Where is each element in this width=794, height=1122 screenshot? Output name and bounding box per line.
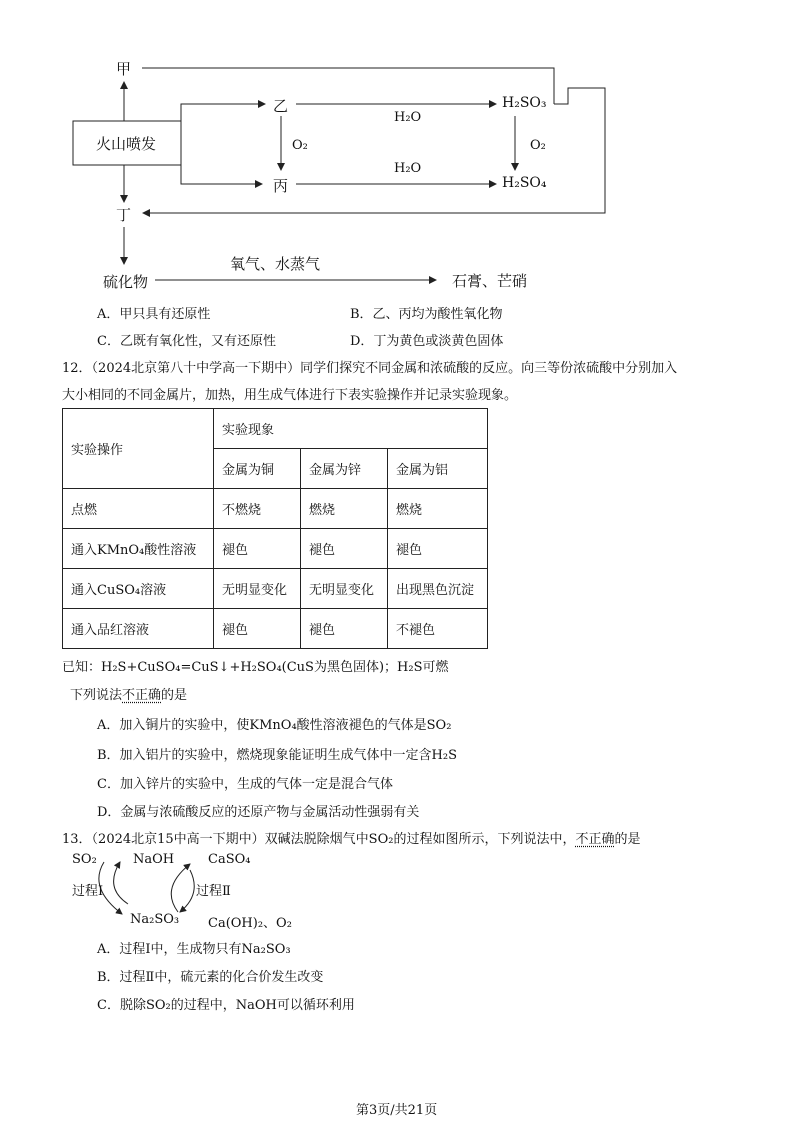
header-phenomenon: 实验现象 (214, 409, 488, 449)
q13-option-a: A．过程Ⅰ中，生成物只有Na₂SO₃ (97, 942, 291, 957)
q12-option-c: C．加入锌片的实验中，生成的气体一定是混合气体 (97, 777, 393, 792)
label-so2: SO₂ (72, 852, 97, 867)
cell-zn: 无明显变化 (301, 569, 388, 609)
label-o2-left: O₂ (292, 138, 308, 153)
arrow-process1-up (114, 862, 128, 904)
cell-cu: 褪色 (214, 609, 301, 649)
q13-option-c: C．脱除SO₂的过程中，NaOH可以循环利用 (97, 998, 355, 1013)
label-water-2: H₂O (394, 161, 422, 176)
q12-option-a: A．加入铜片的实验中，使KMnO₄酸性溶液褪色的气体是SO₂ (97, 718, 452, 733)
header-copper: 金属为铜 (214, 449, 301, 489)
q13-option-b: B．过程Ⅱ中，硫元素的化合价发生改变 (97, 970, 324, 985)
label-sulfide: 硫化物 (103, 273, 149, 291)
cell-zn: 褪色 (301, 529, 388, 569)
label-naoh: NaOH (133, 852, 175, 867)
q13-stem-mark: 不正确 (575, 832, 615, 847)
label-caoh2-o2: Ca(OH)₂、O₂ (208, 916, 292, 931)
cell-zn: 褪色 (301, 609, 388, 649)
label-yi: 乙 (273, 97, 289, 115)
q13-stem-post: 的是 (614, 832, 641, 847)
q13-stem-pre: 13．（2024北京15中高一下期中）双碱法脱除烟气中SO₂的过程如图所示，下列说法中， (62, 832, 576, 847)
label-h2so4: H₂SO₄ (502, 175, 547, 191)
label-water-1: H₂O (394, 110, 422, 125)
label-process2: 过程Ⅱ (196, 884, 231, 899)
label-caso4: CaSO₄ (208, 852, 251, 867)
cell-zn: 燃烧 (301, 489, 388, 529)
cell-al: 褪色 (388, 529, 488, 569)
q12-option-b: B．加入铝片的实验中，燃烧现象能证明生成气体中一定含H₂S (97, 748, 458, 763)
header-zinc: 金属为锌 (301, 449, 388, 489)
arrow-process2-down (180, 870, 194, 912)
label-process1: 过程Ⅰ (72, 884, 104, 899)
cell-al: 出现黑色沉淀 (388, 569, 488, 609)
cell-op: 点燃 (63, 489, 214, 529)
label-bing: 丙 (273, 177, 289, 195)
q12-stem-line1: 12．（2024北京第八十中学高一下期中）同学们探究不同金属和浓硫酸的反应。向三等份浓硫酸中分别加入 (62, 361, 678, 376)
label-products: 石膏、芒硝 (452, 272, 528, 290)
label-h2so3: H₂SO₃ (502, 95, 547, 111)
cell-al: 不褪色 (388, 609, 488, 649)
cell-al: 燃烧 (388, 489, 488, 529)
q12-question-pre: 下列说法 (70, 688, 123, 703)
q12-question-mark: 不正确 (122, 688, 162, 703)
q11-option-c: C．乙既有氧化性，又有还原性 (97, 334, 276, 349)
q11-option-b: B．乙、丙均为酸性氧化物 (350, 307, 503, 322)
header-operation: 实验操作 (63, 409, 214, 489)
label-volcano: 火山喷发 (96, 135, 157, 153)
label-o2-right: O₂ (530, 138, 546, 153)
label-ding: 丁 (116, 206, 132, 224)
cell-cu: 不燃烧 (214, 489, 301, 529)
page-footer: 第3页/共21页 (356, 1103, 438, 1118)
q12-question-post: 的是 (161, 688, 188, 703)
header-aluminum: 金属为铝 (388, 449, 488, 489)
cell-op: 通入品红溶液 (63, 609, 214, 649)
q11-option-a: A．甲只具有还原性 (97, 307, 211, 322)
q12-option-d: D．金属与浓硫酸反应的还原产物与金属活动性强弱有关 (97, 805, 420, 820)
cell-op: 通入KMnO₄酸性溶液 (63, 529, 214, 569)
cell-cu: 无明显变化 (214, 569, 301, 609)
label-conditions: 氧气、水蒸气 (230, 255, 321, 273)
cell-cu: 褪色 (214, 529, 301, 569)
q12-stem-line2: 大小相同的不同金属片，加热，用生成气体进行下表实验操作并记录实验现象。 (62, 388, 518, 403)
cell-op: 通入CuSO₄溶液 (63, 569, 214, 609)
q11-option-d: D．丁为黄色或淡黄色固体 (350, 334, 504, 349)
label-na2so3: Na₂SO₃ (130, 912, 180, 927)
label-jia: 甲 (116, 60, 132, 78)
q12-known: 已知：H₂S+CuSO₄=CuS↓+H₂SO₄(CuS为黑色固体)；H₂S可燃 (62, 660, 449, 675)
